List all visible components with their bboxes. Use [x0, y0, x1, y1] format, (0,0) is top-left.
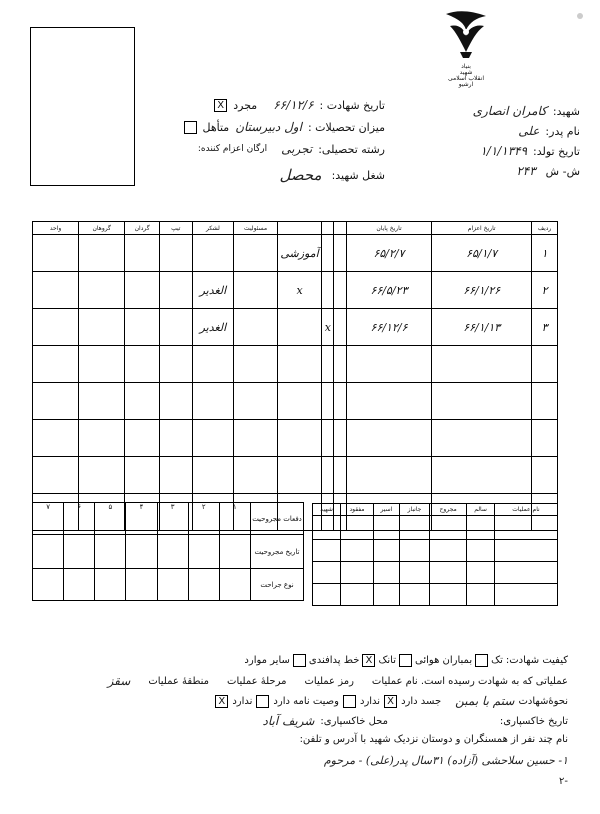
row-num: ۲	[532, 272, 558, 309]
wound-num: ۳	[157, 503, 188, 535]
ops-col-name: نام عملیات	[495, 504, 558, 516]
single-label: مجرد	[233, 98, 258, 112]
married-label: متأهل	[202, 120, 230, 134]
op-sentence: عملیاتی که به شهادت رسیده است. نام عملیات	[371, 675, 568, 687]
right-info	[390, 104, 580, 184]
opt-bombing-label: بمباران هوائی	[415, 655, 473, 666]
col-start-date: تاریخ اعزام	[432, 222, 532, 235]
will-checkbox[interactable]	[256, 695, 269, 708]
col-company: گروهان	[79, 222, 125, 235]
id-label: ش- ش	[545, 165, 580, 178]
wound-num: ۶	[64, 503, 95, 535]
manner-label: نحوۀشهادت	[518, 695, 568, 707]
col-blank-3	[277, 222, 321, 235]
cell-blank-3	[277, 309, 321, 346]
wound-num: ۲	[188, 503, 219, 535]
ops-col-veteran: جانباز	[399, 504, 429, 516]
martyrdom-date: ۶۶/۱۲/۶	[273, 98, 314, 112]
table-row	[33, 420, 558, 457]
martyrdom-date-label: تاریخ شهادت :	[319, 98, 385, 112]
wound-date-label: تاریخ مجروحیت	[251, 535, 304, 569]
no-will-label: ندارد	[232, 695, 253, 707]
op-region-label: منطقۀ عملیات	[148, 675, 210, 687]
father-name: علی	[518, 124, 540, 138]
cell-blank-1	[334, 235, 346, 272]
cell-blank-1	[334, 309, 346, 346]
field-label: رشته تحصیلی:	[318, 142, 385, 156]
wound-num: ۵	[95, 503, 126, 535]
op-code-label: رمز عملیات	[304, 675, 354, 687]
education-label: میزان تحصیلات :	[307, 120, 385, 134]
col-role: مسئولیت	[234, 222, 278, 235]
will-label: وصیت نامه دارد	[273, 695, 339, 707]
opt-other-label: سایر موارد	[244, 655, 290, 666]
start-date: ۶۵/۱/۷	[432, 235, 532, 272]
table-row	[33, 309, 558, 346]
ops-col-captive: اسیر	[373, 504, 399, 516]
job-value: محصل	[279, 166, 322, 184]
col-brigade: تیپ	[160, 222, 193, 235]
opt-defense-label: خط پدافندی	[308, 655, 360, 666]
row-num: ۳	[532, 309, 558, 346]
col-blank-1	[334, 222, 346, 235]
end-date: ۶۶/۵/۲۳	[346, 272, 431, 309]
division	[192, 235, 234, 272]
table-row	[33, 383, 558, 420]
opt-single-checkbox[interactable]	[475, 654, 488, 667]
ops-col-wounded: مجروح	[430, 504, 467, 516]
no-body-label: ندارد	[359, 695, 381, 707]
field-value: تجربی	[281, 142, 313, 156]
wound-num: ۴	[126, 503, 157, 535]
body-label: جسد دارد	[401, 695, 442, 707]
burial-date-label: تاریخ خاکسپاری:	[499, 715, 568, 727]
education-value: اول دبیرستان	[235, 120, 302, 134]
cell-blank-3: x	[277, 272, 321, 309]
id-number: ۲۴۳	[516, 164, 536, 178]
opt-tank-label: تانک	[378, 655, 397, 666]
binder-hole	[577, 13, 583, 19]
manner-value: ستم با بمبن	[455, 694, 515, 708]
op-region-value: سقز	[107, 674, 131, 688]
bottom-section	[20, 654, 568, 804]
division: الغدیر	[192, 272, 234, 309]
dove-emblem-icon	[436, 8, 496, 60]
burial-place-label: محل خاکسپاری:	[320, 715, 388, 727]
cell-blank-2: x	[322, 309, 334, 346]
wound-num: ۷	[33, 503, 64, 535]
wounds-table	[32, 502, 304, 601]
service-table	[32, 221, 558, 531]
col-division: لشکر	[192, 222, 234, 235]
col-unit: واحد	[33, 222, 79, 235]
no-body-checkbox[interactable]	[343, 695, 356, 708]
left-info	[140, 98, 385, 190]
cell-blank-1	[334, 272, 346, 309]
comrade-line-2: -۲	[559, 776, 568, 787]
wound-num: ۱	[219, 503, 250, 535]
foundation-logo	[436, 8, 496, 88]
opt-bombing-checkbox[interactable]	[399, 654, 412, 667]
no-will-checkbox[interactable]: X	[215, 695, 228, 708]
logo-line-3: انقلاب اسلامی	[448, 75, 484, 82]
dispatch-label: ارگان اعزام کننده:	[197, 144, 268, 154]
ops-col-missing: مفقود	[341, 504, 374, 516]
ops-col-healthy: سالم	[467, 504, 495, 516]
row-num: ۱	[532, 235, 558, 272]
father-label: نام پدر:	[545, 125, 580, 138]
cell-blank-2	[322, 272, 334, 309]
table-row	[33, 346, 558, 383]
birth-label: تاریخ تولد:	[533, 145, 580, 158]
col-end-date: تاریخ پایان	[346, 222, 431, 235]
table-row	[33, 457, 558, 494]
single-checkbox[interactable]: X	[214, 99, 227, 112]
martyr-name: کامران انصاری	[472, 104, 547, 118]
logo-line-2: شهید	[459, 69, 473, 76]
birth-date: ۱/۱/۱۳۴۹	[480, 144, 528, 158]
start-date: ۶۶/۱/۱۳	[432, 309, 532, 346]
photo-box	[30, 27, 135, 186]
job-label: شغل شهید:	[331, 168, 385, 182]
end-date: ۶۵/۲/۷	[346, 235, 431, 272]
division: الغدیر	[192, 309, 234, 346]
col-blank-2	[322, 222, 334, 235]
table-row	[33, 235, 558, 272]
cell-blank-3: آموزشی	[277, 235, 321, 272]
operations-table	[312, 503, 558, 606]
quality-label: کیفیت شهادت:	[505, 655, 568, 666]
logo-line-1: بنیاد	[461, 63, 471, 70]
wound-type-label: نوع جراحت	[251, 569, 304, 601]
martyr-label: شهید:	[552, 105, 580, 118]
col-battalion: گردان	[125, 222, 160, 235]
op-stage-label: مرحلۀ عملیات	[227, 675, 287, 687]
comrade-line-1: ۱- حسین سلاحشی (آزاده) ۳۱سال پدر(علی) - مرحوم	[323, 754, 568, 767]
col-row-num: ردیف	[532, 222, 558, 235]
table-row	[33, 272, 558, 309]
burial-place-value: شریف آباد	[262, 714, 315, 728]
wound-count-label: دفعات مجروحیت	[251, 503, 304, 535]
start-date: ۶۶/۱/۲۶	[432, 272, 532, 309]
service-table-header	[33, 222, 558, 235]
comrades-label: نام چند نفر از همسنگران و دوستان نزدیک شهید با آدرس و تلفن:	[299, 734, 568, 745]
body-checkbox[interactable]: X	[384, 695, 397, 708]
opt-single-label: تک	[491, 655, 503, 666]
opt-other-checkbox[interactable]	[293, 654, 306, 667]
end-date: ۶۶/۱۲/۶	[346, 309, 431, 346]
married-checkbox[interactable]	[184, 121, 197, 134]
opt-defense-checkbox[interactable]: X	[362, 654, 375, 667]
logo-line-4: ارشیو	[458, 81, 474, 88]
cell-blank-2	[322, 235, 334, 272]
ops-col-martyr: شهید	[313, 504, 341, 516]
